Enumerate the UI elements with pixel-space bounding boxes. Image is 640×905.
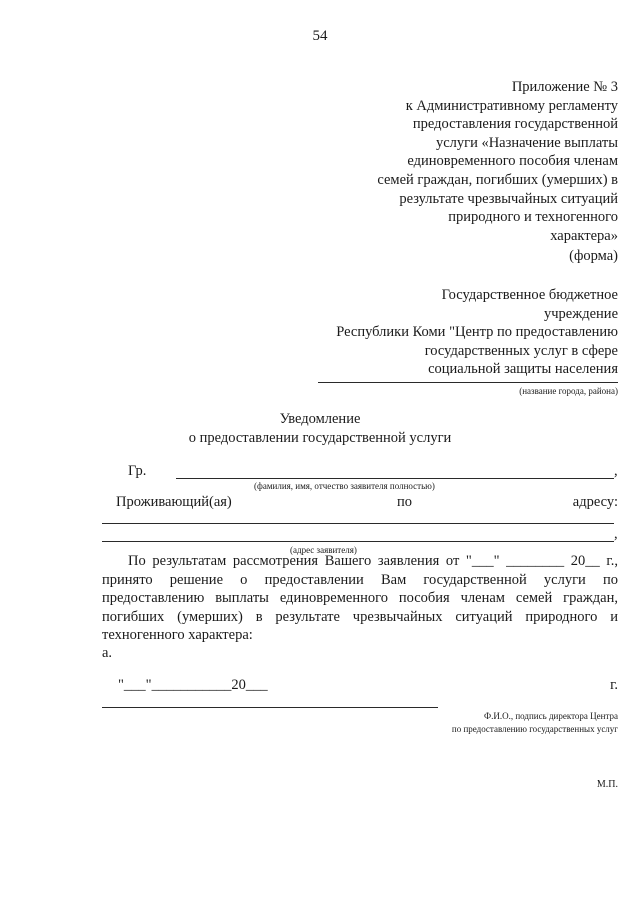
appendix-line: услуги «Назначение выплаты [435, 134, 618, 151]
recipient-line: Государственное бюджетное [441, 287, 618, 303]
page-number: 54 [312, 28, 328, 44]
appendix-line: результате чрезвычайных ситуаций [399, 190, 618, 207]
decision-item: а. [102, 645, 113, 661]
signature-date: "___"___________20___ [118, 677, 268, 693]
appendix-line: характера» [550, 227, 618, 244]
address-line-1 [102, 523, 614, 524]
signature-line [102, 707, 438, 708]
notice-title: Уведомление [279, 411, 361, 427]
notice-heading [0, 410, 640, 447]
appendix-header [377, 78, 618, 245]
address-caption: (адрес заявителя) [290, 545, 357, 555]
name-caption: (фамилия, имя, отчество заявителя полностью) [254, 481, 435, 491]
appendix-line: Приложение № 3 [511, 79, 618, 95]
form-label: (форма) [569, 248, 618, 264]
recipient-line: государственных услуг в сфере [424, 342, 618, 359]
appendix-line: природного и техногенного [448, 209, 618, 226]
signature-year-suffix: г. [610, 677, 618, 693]
recipient-line: Республики Коми "Центр по предоставлению [336, 324, 618, 340]
appendix-line: к Административному регламенту [405, 97, 618, 114]
city-blank-line [318, 382, 618, 383]
appendix-line: семей граждан, погибших (умерших) в [377, 171, 618, 188]
notice-subtitle: о предоставлении государственной услуги [188, 429, 452, 446]
applicant-prefix: Гр. [128, 463, 147, 479]
signature-caption-1: Ф.И.О., подпись директора Центра [483, 711, 618, 721]
signature-caption-2: по предоставлению государственных услуг [451, 724, 618, 734]
recipient-block [336, 286, 618, 379]
address-comma: , [614, 526, 618, 542]
at-label: по [397, 494, 413, 510]
decision-paragraph: По результатам рассмотрения Вашего заявления от "___" ________ 20__ г., принято решение о предоставлении Вам государственной услуги по предоставлению выплаты единовременного пособия членам семей граждан, погибших (умерших) в результате чрезвычайных ситуаций природного и техногенного характера: [102, 553, 618, 644]
appendix-line: предоставления государственной [412, 116, 618, 133]
appendix-line: единовременного пособия членам [407, 153, 618, 170]
address-label: адресу: [572, 494, 618, 510]
stamp-label: М.П. [596, 779, 618, 790]
residing-label: Проживающий(ая) [116, 494, 232, 510]
recipient-line: социальной защиты населения [428, 361, 618, 377]
name-blank-line [176, 478, 614, 479]
city-caption: (название города, района) [519, 386, 618, 396]
address-line-2 [102, 541, 614, 542]
recipient-line: учреждение [543, 305, 618, 322]
name-comma: , [614, 463, 618, 479]
